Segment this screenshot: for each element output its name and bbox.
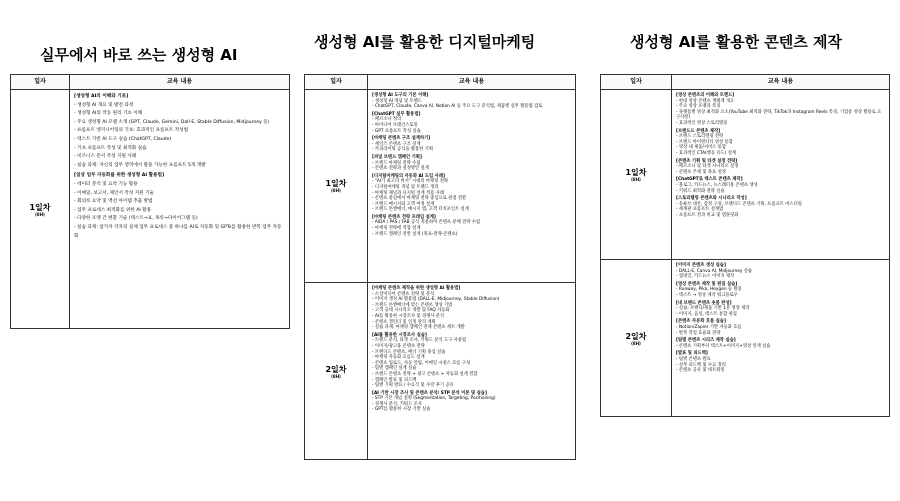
- table-row: [305, 283, 575, 460]
- list-item: - 블로그, 카드뉴스, 뉴스레터용 콘텐츠 생성: [676, 183, 884, 189]
- list-item: - 텍스트 → 영상 제작 워크플로우: [676, 293, 884, 299]
- section-title: [영상 콘텐츠 제작 및 편집 실습]: [676, 281, 738, 287]
- section-title: [마케팅 콘텐츠 제작을 위한 생성형 AI 활용법]: [372, 286, 461, 291]
- list-item: - 효과적인 CTA(행동 유도) 설계: [676, 151, 884, 157]
- section-title: [ChatGPT 실무 활용법]: [372, 111, 421, 117]
- header-day: 일자: [305, 75, 368, 89]
- content-section: [372, 93, 570, 110]
- day-hours: (8H): [631, 340, 641, 346]
- content-section: [676, 301, 884, 318]
- list-item: - Runway, Pika, Heygen 등 활용: [676, 287, 884, 293]
- list-item: - ChatGPT, Claude, Canva AI, Notion AI 등 주요 도구 분석법, 제품별 실무 활용법 검토: [372, 104, 570, 110]
- content-section: [676, 159, 884, 176]
- list-item: - 콘텐츠 기획부터 텍스트+이미지+영상 연계 실습: [676, 344, 884, 350]
- content-cell: [672, 90, 889, 259]
- content-section: [372, 333, 570, 389]
- table-header: [601, 75, 889, 90]
- section-title: [ChatGPT로 텍스트 콘텐츠 제작]: [676, 177, 743, 183]
- list-item: - 트렌드 분석, 타겟 조사, 키워드 분석 도구 사용법: [372, 338, 570, 344]
- list-item: - 콘텐츠 캘린더 및 일정 관리 계획: [372, 320, 570, 326]
- header-content: 교육 내용: [458, 78, 485, 85]
- list-item: - 마케팅 전략에 적합 설계: [372, 226, 570, 232]
- list-item: - 페르소나 및 타겟 시나리오 설정: [676, 164, 884, 170]
- content-section: [676, 263, 884, 280]
- section-title: [마케팅 콘텐츠 전략 프레임 설계]: [372, 214, 436, 220]
- list-item: - STP 기본 개념 설명 (Segmentation, Targeting, Positioning): [372, 396, 570, 402]
- column-2-table: [304, 74, 576, 460]
- list-item: - 콘텐츠 주제 및 목표 설정: [676, 170, 884, 176]
- list-item: - 브랜드 톤앤매너에 맞는 콘텐츠 생성 기법: [372, 303, 570, 309]
- table-row: [11, 90, 289, 329]
- column-3-title: 생성형 AI를 활용한 콘텐츠 제작: [630, 33, 842, 51]
- list-item: - 브랜드 캠페인 전반 설계 (목표-전략-콘텐츠): [372, 232, 570, 238]
- content-section: [676, 177, 884, 194]
- section-title: [AI를 활용한 시장조사 실습]: [372, 332, 427, 338]
- content-section: [372, 155, 570, 172]
- list-item: - GPT를 활용한 시장 기반 실습: [372, 407, 570, 413]
- content-section: [372, 215, 570, 237]
- list-item: - 반복 작업 효율화 전략: [676, 331, 884, 337]
- list-item: - 업무 프로세스 최적화를 위한 AI 활용: [74, 207, 284, 216]
- list-item: - 마케팅 채널과 디지털 설계 적용 사례: [372, 191, 570, 197]
- content-section: [676, 282, 884, 299]
- section-title: [생성형 AI 도구의 기본 이해]: [372, 93, 429, 98]
- table-row: [601, 90, 889, 260]
- list-item: - 회의록 요약 및 액션 아이템 추출 방법: [74, 198, 284, 207]
- list-item: - 브랜디드 콘텐츠, 배너 기획 중심 실습: [372, 350, 570, 356]
- list-item: - 주요 영상 포맷과 특징: [676, 104, 884, 110]
- content-section: [676, 338, 884, 349]
- day-hours: (8H): [331, 188, 341, 193]
- list-item: - DALL-E, Canva AI, Midjourney 실습: [676, 269, 884, 275]
- list-item: - 콘텐츠 공유 및 네트워킹: [676, 368, 884, 374]
- list-item: - 텍스트 기반 AI 도구 실습 (ChatGPT, Claude): [74, 136, 284, 145]
- list-item: - 이미지, 음성, 텍스트 통합 편집: [676, 312, 884, 318]
- list-item: - 소셜미디어 콘텐츠 전략 및 분석: [372, 292, 570, 298]
- section-title: [팀별 콘텐츠 시리즈 제작 실습]: [676, 338, 736, 344]
- day-label: 2일차: [325, 364, 347, 374]
- list-item: - 플랫폼별 영상 최적화 요소(YouTube 최적화 전략, TikTok과 Instagram Reels 특징, 기업용 영상 활용로 요구사항): [676, 110, 884, 121]
- list-item: - 브랜드 콘텐츠 전략 + 광고 콘텐츠 + 자동화 설계 결합: [372, 372, 570, 378]
- list-item: - 이메일, 보고서, 제안서 작성 지원 기술: [74, 190, 284, 199]
- list-item: - 브랜드 톤앤매너, 메시지 맵, 고객 터치포인트 설계: [372, 207, 570, 213]
- content-section: [372, 391, 570, 413]
- list-item: - 고객 응대 시나리오 개발 및 FAQ 자동화: [372, 308, 570, 314]
- column-1-table: [10, 74, 290, 329]
- list-item: - 브랜드 메시지와 고객 여정 설계: [372, 202, 570, 208]
- list-item: - 브랜드 아이덴티티 영상 통합: [676, 140, 884, 146]
- list-item: - 기초 프롬프트 작성 및 최적화 실습: [74, 145, 284, 154]
- content-section: [676, 196, 884, 218]
- list-item: - 비즈니스 문서 작성 지원 사례: [74, 153, 284, 162]
- section-title: [내 브랜드 콘텐츠 숏폼 완성]: [676, 300, 732, 306]
- table-row: [305, 90, 575, 283]
- list-item: - 생성형 AI 개념 및 트렌드: [372, 99, 570, 105]
- day-label: 1일차: [325, 179, 347, 188]
- content-section: [372, 136, 570, 153]
- list-item: - 아이디어 브레인스토밍: [372, 123, 570, 129]
- header-content: 교육 내용: [767, 78, 794, 85]
- list-item: - 마케팅 자동화 흐름도 설계: [372, 355, 570, 361]
- list-item: - 팀별 기획 발표 / 수료식 및 수강 후기 공유: [372, 383, 570, 389]
- day-cell: [305, 90, 368, 282]
- section-title: [마케팅 콘텐츠 구조 설계하기]: [372, 136, 431, 142]
- day-hours: (8H): [631, 176, 641, 182]
- list-item: - 주요 생성형 AI 모델 소개 (GPT, Claude, Gemini, Dall-E, Stable Diffusion, Midjourney 등): [74, 119, 284, 128]
- list-item: - 이미지 생성 AI 활용법 (DALL-E, Midjourney, Stable Diffusion): [372, 297, 570, 303]
- section-title: [AI 기반 시장 조사 및 콘텐츠 분석/ STP 분석 이론 및 실습]: [372, 390, 487, 396]
- list-item: - AI를 활용한 시장조사 및 경쟁사 분석: [372, 314, 570, 320]
- section-title: [디지털마케팅의 자동화 AI 도입 사례]: [372, 173, 445, 179]
- list-item: - 실습 과제: 자신의 업무 영역에서 활용 가능한 프롬프트 5개 개발: [74, 162, 284, 171]
- header-day: 일자: [11, 75, 70, 89]
- list-item: - 다양한 포맷 간 변환 기술 (텍스트→표, 목록→다이어그램 등): [74, 215, 284, 224]
- list-item: - 썸네일, 카드뉴스 이미지 제작: [676, 274, 884, 280]
- content-section: [676, 93, 884, 127]
- section-title: [일상 업무 자동화를 위한 생성형 AI 활용법]: [74, 173, 165, 179]
- day-label: 1일차: [29, 202, 51, 212]
- table-header: [11, 75, 289, 90]
- content-cell: [368, 283, 575, 460]
- list-item: - 디지털마케팅 개념 및 트렌드 정리: [372, 185, 570, 191]
- list-item: - 생성형 AI 개요 및 발전 과정: [74, 102, 284, 111]
- list-item: - 콘텐츠 업로드, 자동 알림, 이메일 시퀀스 흐름 구성: [372, 361, 570, 367]
- day-cell: [305, 283, 368, 460]
- list-item: - 경쟁사 분석, 키워드 조사: [372, 402, 570, 408]
- list-item: - 팀별 캠페인 설계 실습: [372, 366, 570, 372]
- section-title: [영상 콘텐츠의 이해와 트렌드]: [676, 93, 735, 98]
- list-item: - 팀별 콘텐츠 발표: [676, 357, 884, 363]
- list-item: - 실습 과제: 참가자 각자의 실제 업무 프로세스 중 하나를 AI로 자동화 및 GPTs를 활용한 반복 업무 자동화: [74, 224, 284, 241]
- column-2-title: 생성형 AI를 활용한 디지털마케팅: [314, 33, 536, 51]
- section-title: [콘텐츠 기획 및 타겟 설정 전략]: [676, 158, 738, 164]
- content-section: [676, 351, 884, 373]
- content-section: [676, 129, 884, 157]
- day-hours: (8H): [331, 373, 341, 379]
- list-item: - GPT 프롬프트 작성 실습: [372, 129, 570, 135]
- table-header: [305, 75, 575, 90]
- list-item: - 현대 영상 콘텐츠 생태계 개요: [676, 99, 884, 105]
- list-item: - Notion/Zapier 기반 자동화 흐름: [676, 325, 884, 331]
- list-item: - 이미지/광고용 콘텐츠 전략: [372, 344, 570, 350]
- list-item: - 캠페인 발표 및 피드백: [372, 378, 570, 384]
- list-item: - 유튜브 대본, 감정 구성, 브랜디드 콘텐츠 기획, 프롬프트 마스터링: [676, 202, 884, 208]
- content-section: [372, 286, 570, 331]
- content-section: [74, 172, 284, 241]
- list-item: - 세계관 프롬프트 설계법: [676, 207, 884, 213]
- list-item: - 생성형 AI의 작동 원리 기초 이해: [74, 110, 284, 119]
- list-item: - 콘텐츠 중심에서 마케팅 전략 중심으로 관점 전환: [372, 196, 570, 202]
- day-cell: [601, 90, 672, 259]
- list-item: - AIDA / PAS / FAB 공식 적용하여 콘텐츠 분배 전략 수립: [372, 220, 570, 226]
- content-section: [676, 319, 884, 336]
- header-day: 일자: [601, 75, 672, 89]
- list-item: - 프롬프트 결과 비교 및 템플릿화: [676, 213, 884, 219]
- content-section: [74, 93, 284, 170]
- day-label: 1일차: [625, 167, 647, 177]
- list-item: - 효과적인 영상 스토리텔링: [676, 121, 884, 127]
- section-title: [생성형 AI의 이해와 기초]: [74, 94, 129, 99]
- list-item: - 키워드 최적화 전략 실습: [676, 189, 884, 195]
- content-cell: [368, 90, 575, 282]
- day-cell: [11, 90, 70, 329]
- section-title: [이미지 콘텐츠 생성 실습]: [676, 263, 726, 268]
- list-item: - 실습: 브랜디/제품 기반 1분 영상 제작: [676, 306, 884, 312]
- day-hours: (8H): [35, 211, 45, 217]
- section-title: [브랜드드 콘텐츠 제작]: [676, 128, 721, 134]
- table-row: [601, 260, 889, 417]
- list-item: - "AI가 최고의 비서" 시대의 마케팅 전략: [372, 179, 570, 185]
- section-title: [퍼널 브랜드 캠페인 기획]: [372, 154, 422, 160]
- list-item: - 영상 내 제품/서비스 통합: [676, 145, 884, 151]
- section-title: [콘텐츠 자동화 흐름 실습]: [676, 319, 726, 325]
- list-item: - 세일즈 콘텐츠 구조 설계: [372, 142, 570, 148]
- content-cell: [672, 260, 889, 417]
- column-3-table: [600, 74, 890, 417]
- list-item: - 콘텐츠 전략과 설정방안 설계: [372, 166, 570, 172]
- section-title: [발표 및 피드백]: [676, 351, 708, 357]
- content-section: [372, 112, 570, 134]
- header-content: 교육 내용: [166, 78, 193, 85]
- day-cell: [601, 260, 672, 417]
- list-item: - 브랜드 마케팅 전략 수립: [372, 161, 570, 167]
- day-label: 2일차: [625, 331, 647, 341]
- content-section: [372, 174, 570, 213]
- list-item: - 페르소나 정의: [372, 117, 570, 123]
- list-item: - 실무 피드백 및 수료 정리: [676, 363, 884, 369]
- list-item: - 브랜드 스토리텔링 전략: [676, 134, 884, 140]
- content-cell: [70, 90, 289, 329]
- list-item: - 데이터 분석 및 요약 기능 활용: [74, 181, 284, 190]
- list-item: - 프롬프트 엔지니어링의 기초: 효과적인 프롬프트 작성법: [74, 127, 284, 136]
- section-title: [스토리텔링 콘텐츠와 시나리오 작성]: [676, 196, 747, 202]
- column-1-title: 실무에서 바로 쓰는 생성형 AI: [40, 46, 238, 64]
- list-item: - 실습 과제: 마케팅 캠페인 전체 콘텐츠 세트 개발: [372, 325, 570, 331]
- list-item: - 카피라이팅 공식을 활용한 기획: [372, 147, 570, 153]
